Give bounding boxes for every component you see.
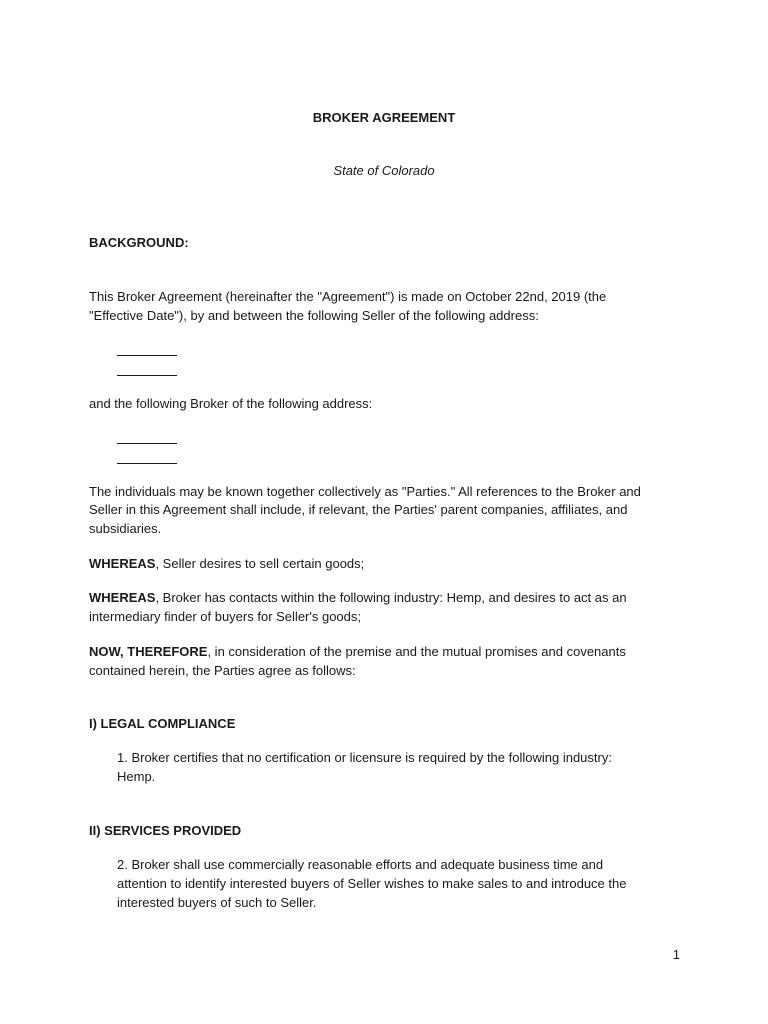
whereas-text-1: , Seller desires to sell certain goods;	[155, 556, 365, 571]
therefore-lead: NOW, THEREFORE	[89, 644, 208, 659]
therefore-line-2: contained herein, the Parties agree as follows:	[89, 663, 356, 678]
intro-line-1: This Broker Agreement (hereinafter the "Agreement") is made on October 22nd, 2019 (the	[89, 289, 607, 304]
document-subtitle: State of Colorado	[333, 163, 435, 178]
section-2-heading: II) SERVICES PROVIDED	[89, 823, 242, 838]
broker-address-blank-1	[117, 443, 177, 444]
section-1-heading: I) LEGAL COMPLIANCE	[89, 716, 236, 731]
parties-line-3: subsidiaries.	[89, 521, 162, 536]
broker-address-intro: and the following Broker of the following address:	[89, 396, 373, 411]
whereas-text-2: , Broker has contacts within the following industry: Hemp, and desires to act as an	[155, 590, 627, 605]
whereas-lead-1: WHEREAS	[89, 556, 156, 571]
whereas-clause-2-line-2: intermediary finder of buyers for Seller's goods;	[89, 609, 361, 624]
intro-line-2: "Effective Date"), by and between the following Seller of the following address:	[89, 308, 539, 323]
seller-address-blank-2	[117, 375, 177, 376]
whereas-clause-1	[89, 554, 364, 573]
seller-address-blank-1	[117, 355, 177, 356]
clause-1-line-1: 1. Broker certifies that no certification or licensure is required by the following industry:	[117, 750, 612, 765]
parties-line-2: Seller in this Agreement shall include, if relevant, the Parties' parent companies, affiliates, and	[89, 502, 628, 517]
therefore-line-1	[89, 642, 626, 661]
page-number: 1	[672, 947, 680, 962]
whereas-lead-2: WHEREAS	[89, 590, 156, 605]
whereas-clause-2-line-1	[89, 588, 627, 607]
broker-address-blank-2	[117, 463, 177, 464]
therefore-text: , in consideration of the premise and the mutual promises and covenants	[207, 644, 626, 659]
clause-2-line-1: 2. Broker shall use commercially reasonable efforts and adequate business time and	[117, 857, 604, 872]
clause-2-line-2: attention to identify interested buyers of Seller wishes to make sales to and introduce the	[117, 876, 627, 891]
document-title: BROKER AGREEMENT	[312, 110, 456, 125]
clause-2-line-3: interested buyers of such to Seller.	[117, 895, 317, 910]
parties-line-1: The individuals may be known together collectively as "Parties." All references to the Broker and	[89, 484, 641, 499]
background-heading: BACKGROUND:	[89, 235, 189, 250]
clause-1-line-2: Hemp.	[117, 769, 156, 784]
